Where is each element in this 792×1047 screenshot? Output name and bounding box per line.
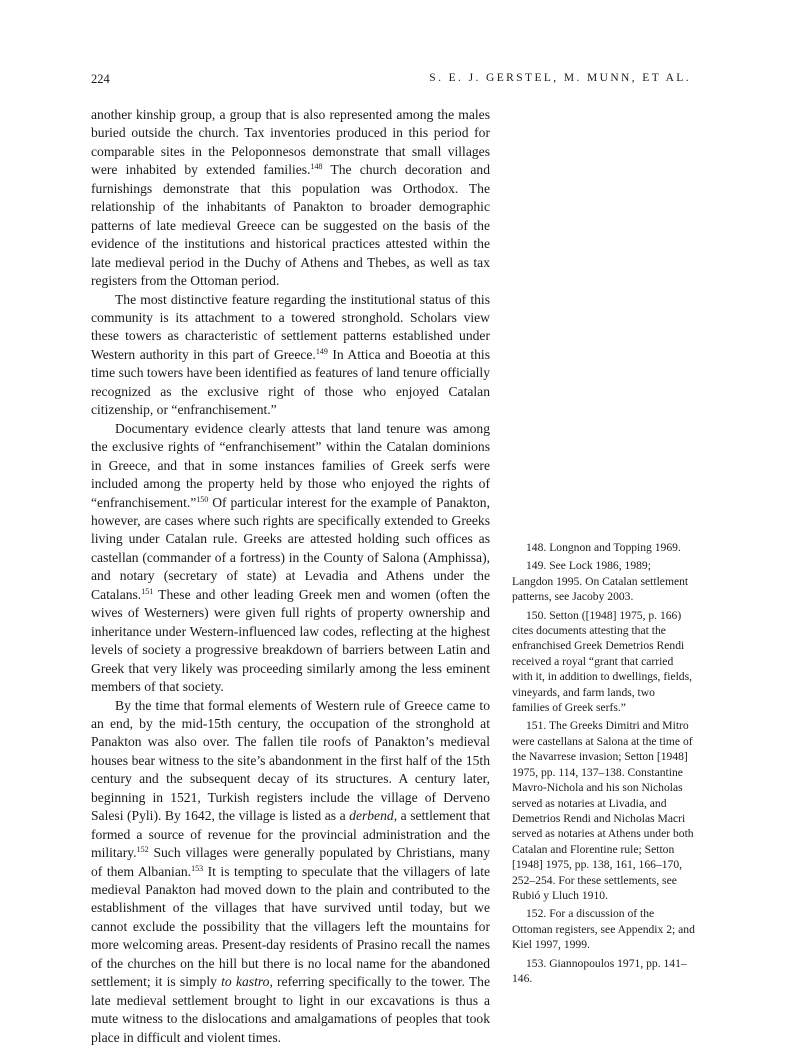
paragraph bbox=[91, 420, 490, 697]
footnote: 148. Longnon and Topping 1969. bbox=[512, 540, 695, 555]
text-run: These and other leading Greek men and women (often the wives of Westerners) were given full rights of property ownership and inheritance under Western-influenced law codes, reflecting at the highest levels of society a progressive breakdown of barriers between Latin and Greek that very likely was proceeding similarly among the less eminent members of that society. bbox=[91, 587, 490, 694]
text-run: In Attica and Boeotia at this time such towers have been identified as features of land tenure officially recognized as the exclusive right of those who enjoyed Catalan citizenship, or “enfranchisement.” bbox=[91, 347, 490, 417]
text-run: Documentary evidence clearly attests that land tenure was among the exclusive rights of “enfranchisement” within the Catalan dominions in Greece, and that in some instances families of Greek serfs were included among the property held by those who enjoyed the rights of “enfranchisement.” bbox=[91, 421, 490, 510]
text-run: Of particular interest for the example of Panakton, however, are cases where such rights are specifically extended to Greeks living under Catalan rule. Greeks are attested holding such offices as castellan (commander of a fortress) in the County of Salona (Amphissa), and notary (secretary of state) at Levadia and Athens under the Catalans. bbox=[91, 495, 490, 602]
footnote: 151. The Greeks Dimitri and Mitro were castellans at Salona at the time of the Navarrese invasion; Setton [1948] 1975, pp. 114, 137–138. Constantine Mavro-Nichola and his son Nicholas served as notaries at Livadia, and Demetrios Rendi and Nicholas Macri served as notaries at Athens under both Catalan and Florentine rule; Setton [1948] 1975, pp. 138, 161, 166–170, 252–254. For these settlements, see Rubió y Lluch 1910. bbox=[512, 718, 695, 903]
footnote: 153. Giannopoulos 1971, pp. 141–146. bbox=[512, 956, 695, 987]
text-run: Such villages were generally populated by Christians, many of them Albanian. bbox=[91, 845, 490, 878]
italic-term: derbend bbox=[349, 808, 394, 823]
page-number: 224 bbox=[91, 72, 110, 87]
page-header bbox=[91, 72, 691, 90]
footnote-ref: 150 bbox=[196, 495, 208, 504]
footnote-ref: 152 bbox=[137, 845, 149, 854]
text-run: , referring specifically to the tower. The late medieval settlement brought to light in our excavations is thus a mute witness to the dislocations and amalgamations of peoples that took place in difficult and violent times. bbox=[91, 974, 490, 1044]
footnote-ref: 149 bbox=[316, 347, 328, 356]
italic-term: to kastro bbox=[221, 974, 269, 989]
text-run: It is tempting to speculate that the villagers of late medieval Panakton had moved down to the plain and contributed to the establishment of the villages that have survived until today, but we cannot exclude the possibility that the villagers left the mountains for more welcoming areas. Present-day residents of Prasino recall the names of the churches on the hill but there is no local name for the abandoned settlement; it is simply bbox=[91, 864, 490, 990]
paragraph bbox=[91, 697, 490, 1047]
footnote-ref: 153 bbox=[191, 864, 203, 873]
text-run: , a settlement that formed a source of revenue for the provincial administration and the military. bbox=[91, 808, 490, 860]
running-head: S. E. J. GERSTEL, M. MUNN, ET AL. bbox=[429, 72, 691, 84]
footnote-ref: 148 bbox=[310, 162, 322, 171]
paragraph bbox=[91, 106, 490, 291]
text-run: By the time that formal elements of Western rule of Greece came to an end, by the mid-15th century, the occupation of the stronghold at Panakton was also over. The fallen tile roofs of Panakton’s medieval houses bear witness to the site’s abandonment in the first half of the 15th century and the subsequent decay of its structures. A century later, beginning in 1521, Turkish registers include the village of Derveno Salesi (Pyli). By 1642, the village is listed as a bbox=[91, 698, 490, 824]
footnote: 149. See Lock 1986, 1989; Langdon 1995. On Catalan settlement patterns, see Jacoby 2003. bbox=[512, 558, 695, 604]
text-run: The church decoration and furnishings demonstrate that this population was Orthodox. The relationship of the inhabitants of Panakton to broader demographic patterns of late medieval Greece can be suggested on the basis of the evidence of the institutions and historical practices attested within the late medieval period in the Duchy of Athens and Thebes, as well as tax registers from the Ottoman period. bbox=[91, 162, 490, 288]
footnotes-column bbox=[512, 540, 695, 989]
footnote: 150. Setton ([1948] 1975, p. 166) cites documents attesting that the enfranchised Greek Demetrios Rendi received a royal “grant that carried with it, in addition to dwellings, fields, vineyards, and farm lands, two families of Greek serfs.” bbox=[512, 608, 695, 716]
text-run: another kinship group, a group that is also represented among the males buried outside the church. Tax inventories produced in this period for comparable sites in the Peloponnesos demonstrate that small villages were inhabited by extended families. bbox=[91, 107, 490, 177]
footnote-ref: 151 bbox=[141, 587, 153, 596]
text-run: The most distinctive feature regarding the institutional status of this community is its attachment to a towered stronghold. Scholars view these towers as characteristic of settlement patterns established under Western authority in this part of Greece. bbox=[91, 292, 490, 362]
main-text-column bbox=[91, 106, 490, 1047]
paragraph bbox=[91, 291, 490, 420]
footnote: 152. For a discussion of the Ottoman registers, see Appendix 2; and Kiel 1997, 1999. bbox=[512, 906, 695, 952]
